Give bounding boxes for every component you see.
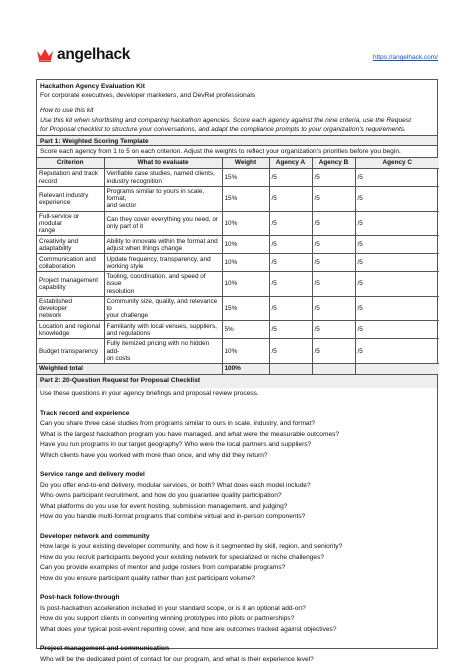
- website-link[interactable]: https://angelhack.com/: [372, 54, 438, 61]
- total-score-cell: [312, 364, 355, 375]
- part1-subtitle-row: [37, 146, 437, 158]
- agency-b-score[interactable]: /5: [312, 236, 355, 254]
- evaluate-cell: [104, 254, 222, 272]
- evaluate-cell: [104, 211, 222, 236]
- howto-line: Use this kit when shortlisting and comparing hackathon agencies. Score each agency against the nine criteria, use the Request: [40, 116, 411, 124]
- agency-c-score[interactable]: /5: [355, 272, 439, 297]
- scoring-header-row: [37, 158, 439, 169]
- evaluate-cell: [104, 236, 222, 254]
- agency-a-score[interactable]: /5: [269, 169, 312, 187]
- howto-line: for Proposal checklist to structure your conversations, and adapt the compliance prompts to your organization's requirements.: [40, 125, 406, 133]
- agency-b-score[interactable]: /5: [312, 321, 355, 339]
- evaluation-kit-frame: [36, 79, 438, 663]
- cell-line: network: [39, 312, 62, 320]
- cell-line: Verifiable case studies, named clients,: [106, 170, 215, 178]
- part2-subtitle: Use these questions in your agency briefings and proposal review process.: [40, 390, 259, 398]
- criterion-cell: [37, 321, 104, 339]
- part1-subtitle: Score each agency from 1 to 5 on each criterion. Adjust the weights to reflect your organization's priorities before you begin.: [40, 148, 401, 155]
- criterion-cell: [37, 169, 104, 187]
- scoring-table: [37, 158, 439, 374]
- cell-line: Communication and: [39, 255, 96, 263]
- weight-cell: 10%: [222, 236, 269, 254]
- part1-title: Part 1: Weighted Scoring Template: [40, 138, 149, 145]
- weight-cell: 10%: [222, 339, 269, 364]
- agency-b-score[interactable]: /5: [312, 211, 355, 236]
- cell-line: Community size, quality, and relevance to: [106, 297, 218, 313]
- weight-cell: 10%: [222, 254, 269, 272]
- criterion-cell: [37, 211, 104, 236]
- agency-a-score[interactable]: /5: [269, 211, 312, 236]
- weight-cell: 10%: [222, 272, 269, 297]
- column-header: Agency C: [355, 158, 439, 169]
- checklist-question: Which clients have you worked with more than once, and why did they return?: [40, 451, 268, 459]
- agency-b-score[interactable]: /5: [312, 254, 355, 272]
- evaluate-cell: [104, 169, 222, 187]
- table-row: [37, 169, 439, 187]
- agency-b-score[interactable]: /5: [312, 296, 355, 321]
- table-row: [37, 339, 439, 364]
- checklist-section-title: Post-hack follow-through: [40, 594, 120, 602]
- cell-line: Tooling, coordination, and speed of issue: [106, 273, 206, 288]
- agency-a-score[interactable]: /5: [269, 339, 312, 364]
- table-row: [37, 272, 439, 297]
- cell-line: Location and regional: [39, 322, 101, 330]
- agency-a-score[interactable]: /5: [269, 236, 312, 254]
- part2-title: Part 2: 20-Question Request for Proposal Checklist: [40, 377, 201, 385]
- checklist-section-title: Developer network and community: [40, 532, 150, 540]
- evaluate-cell: [104, 321, 222, 339]
- cell-line: Familiarity with local venues, suppliers,: [106, 322, 217, 330]
- checklist-question: Is post-hackathon acceleration included in your standard scope, or is it an optional add-on?: [40, 604, 306, 612]
- evaluate-cell: [104, 187, 222, 212]
- cell-line: Budget transparency: [39, 347, 98, 355]
- howto-title: How to use this kit: [40, 107, 94, 115]
- cell-line: Project management: [39, 276, 98, 284]
- brand-name: angelhack: [57, 46, 131, 63]
- cell-line: capability: [39, 284, 66, 292]
- cell-line: range: [39, 227, 56, 235]
- checklist-question: Do you offer end-to-end delivery, modular services, or both? What does each model include?: [40, 481, 311, 489]
- evaluate-cell: [104, 296, 222, 321]
- cell-line: Can they cover everything you need, or: [106, 216, 219, 224]
- intro-section: [37, 80, 437, 136]
- agency-c-score[interactable]: /5: [355, 187, 439, 212]
- column-header: Agency B: [312, 158, 355, 169]
- column-header: Criterion: [37, 158, 104, 169]
- agency-c-score[interactable]: /5: [355, 339, 439, 364]
- cell-line: Update frequency, transparency, and: [106, 255, 211, 263]
- checklist-question: Who owns participant recruitment, and how do you guarantee quality participation?: [40, 492, 282, 500]
- cell-line: Fully itemized pricing with no hidden add-: [106, 340, 210, 355]
- criterion-cell: [37, 187, 104, 212]
- kit-title: Hackathon Agency Evaluation Kit: [40, 83, 145, 90]
- weight-cell: 10%: [222, 211, 269, 236]
- agency-a-score[interactable]: /5: [269, 187, 312, 212]
- checklist-question: Have you run programs in our target geography? Who were the local partners and suppliers?: [40, 441, 312, 449]
- agency-b-score[interactable]: /5: [312, 169, 355, 187]
- checklist-question: How do you ensure participant quality rather than just participant volume?: [40, 574, 255, 582]
- column-header: Weight: [222, 158, 269, 169]
- total-label: Weighted total: [37, 364, 222, 375]
- cell-line: resolution: [106, 287, 135, 295]
- cell-line: collaboration: [39, 262, 76, 270]
- cell-line: Established developer: [39, 297, 73, 313]
- checklist-question: How do you recruit participants beyond your existing network for specialized or niche challenges?: [40, 553, 325, 561]
- weight-cell: 15%: [222, 187, 269, 212]
- checklist-question: How large is your existing developer community, and how is it segmented by skill, region, and seniority?: [40, 543, 343, 551]
- cell-line: and regulations: [106, 329, 151, 337]
- evaluate-cell: [104, 272, 222, 297]
- cell-line: on costs: [106, 354, 131, 362]
- agency-a-score[interactable]: /5: [269, 272, 312, 297]
- crown-icon: [36, 48, 54, 62]
- column-header: What to evaluate: [104, 158, 222, 169]
- criterion-cell: [37, 254, 104, 272]
- agency-c-score[interactable]: /5: [355, 296, 439, 321]
- total-score-cell: [355, 364, 439, 375]
- weight-cell: 15%: [222, 169, 269, 187]
- cell-line: Creativity and adaptability: [39, 237, 79, 252]
- cell-line: industry recognition: [106, 177, 162, 185]
- agency-b-score[interactable]: /5: [312, 187, 355, 212]
- agency-c-score[interactable]: /5: [355, 254, 439, 272]
- cell-line: Programs similar to yours in scale, format,: [106, 188, 205, 203]
- checklist-question: Who will be the dedicated point of contact for our program, and what is their experience level?: [40, 655, 314, 663]
- criterion-cell: [37, 296, 104, 321]
- page-header: [36, 46, 438, 68]
- checklist-question: How do you handle multi-format programs that combine virtual and in-person components?: [40, 513, 306, 521]
- table-row: [37, 254, 439, 272]
- cell-line: Relevant industry: [39, 191, 89, 199]
- total-score-cell: [269, 364, 312, 375]
- weighted-total-row: [37, 364, 439, 375]
- checklist-section-title: Track record and experience: [40, 409, 130, 417]
- cell-line: working style: [106, 262, 144, 270]
- kit-audience: For corporate executives, developer marketers, and DevRel professionals: [40, 92, 256, 100]
- agency-a-score[interactable]: /5: [269, 296, 312, 321]
- cell-line: experience: [39, 198, 71, 206]
- checklist-question: Can you provide examples of mentor and judge rosters from comparable programs?: [40, 564, 286, 572]
- cell-line: Full-service or modular: [39, 212, 80, 227]
- agency-c-score[interactable]: /5: [355, 321, 439, 339]
- agency-c-score[interactable]: /5: [355, 236, 439, 254]
- table-row: [37, 187, 439, 212]
- agency-a-score[interactable]: /5: [269, 321, 312, 339]
- agency-b-score[interactable]: /5: [312, 339, 355, 364]
- checklist-question: What does your typical post-event reporting cover, and how are outcomes tracked against objectives?: [40, 625, 337, 633]
- column-header: Agency A: [269, 158, 312, 169]
- agency-b-score[interactable]: /5: [312, 272, 355, 297]
- brand-logo[interactable]: [36, 46, 130, 64]
- table-row: [37, 211, 439, 236]
- evaluate-cell: [104, 339, 222, 364]
- part2-heading: [37, 374, 437, 388]
- part1-heading: [37, 136, 437, 146]
- cell-line: your challenge: [106, 312, 149, 320]
- cell-line: adjust when things change: [106, 244, 183, 252]
- section-spacer: [40, 400, 434, 409]
- checklist-question: How do you support clients in converting winning prototypes into pilots or partnerships?: [40, 615, 295, 623]
- weight-cell: 15%: [222, 296, 269, 321]
- cell-line: Reputation and track record: [39, 170, 98, 185]
- agency-c-score[interactable]: /5: [355, 211, 439, 236]
- cell-line: Ability to innovate within the format and: [106, 237, 218, 245]
- agency-c-score[interactable]: /5: [355, 169, 439, 187]
- table-row: [37, 236, 439, 254]
- criterion-cell: [37, 339, 104, 364]
- cell-line: knowledge: [39, 329, 70, 337]
- section-spacer: [40, 635, 434, 644]
- checklist-question: What platforms do you use for event hosting, submission management, and judging?: [40, 502, 288, 510]
- section-spacer: [40, 584, 434, 593]
- criterion-cell: [37, 272, 104, 297]
- criterion-cell: [37, 236, 104, 254]
- weight-cell: 5%: [222, 321, 269, 339]
- section-spacer: [40, 523, 434, 532]
- table-row: [37, 321, 439, 339]
- rfp-checklist: [37, 388, 437, 666]
- cell-line: and sector: [106, 202, 137, 210]
- table-row: [37, 296, 439, 321]
- checklist-section-title: Service range and delivery model: [40, 471, 145, 479]
- section-spacer: [40, 461, 434, 470]
- agency-a-score[interactable]: /5: [269, 254, 312, 272]
- checklist-section-title: Project management and communication: [40, 645, 169, 653]
- cell-line: only part of it: [106, 223, 144, 231]
- checklist-question: Can you share three case studies from programs similar to ours in scale, industry, and format?: [40, 420, 316, 428]
- total-weight: 100%: [222, 364, 269, 375]
- checklist-question: What is the largest hackathon program you have managed, and what were the measurable outcomes?: [40, 430, 340, 438]
